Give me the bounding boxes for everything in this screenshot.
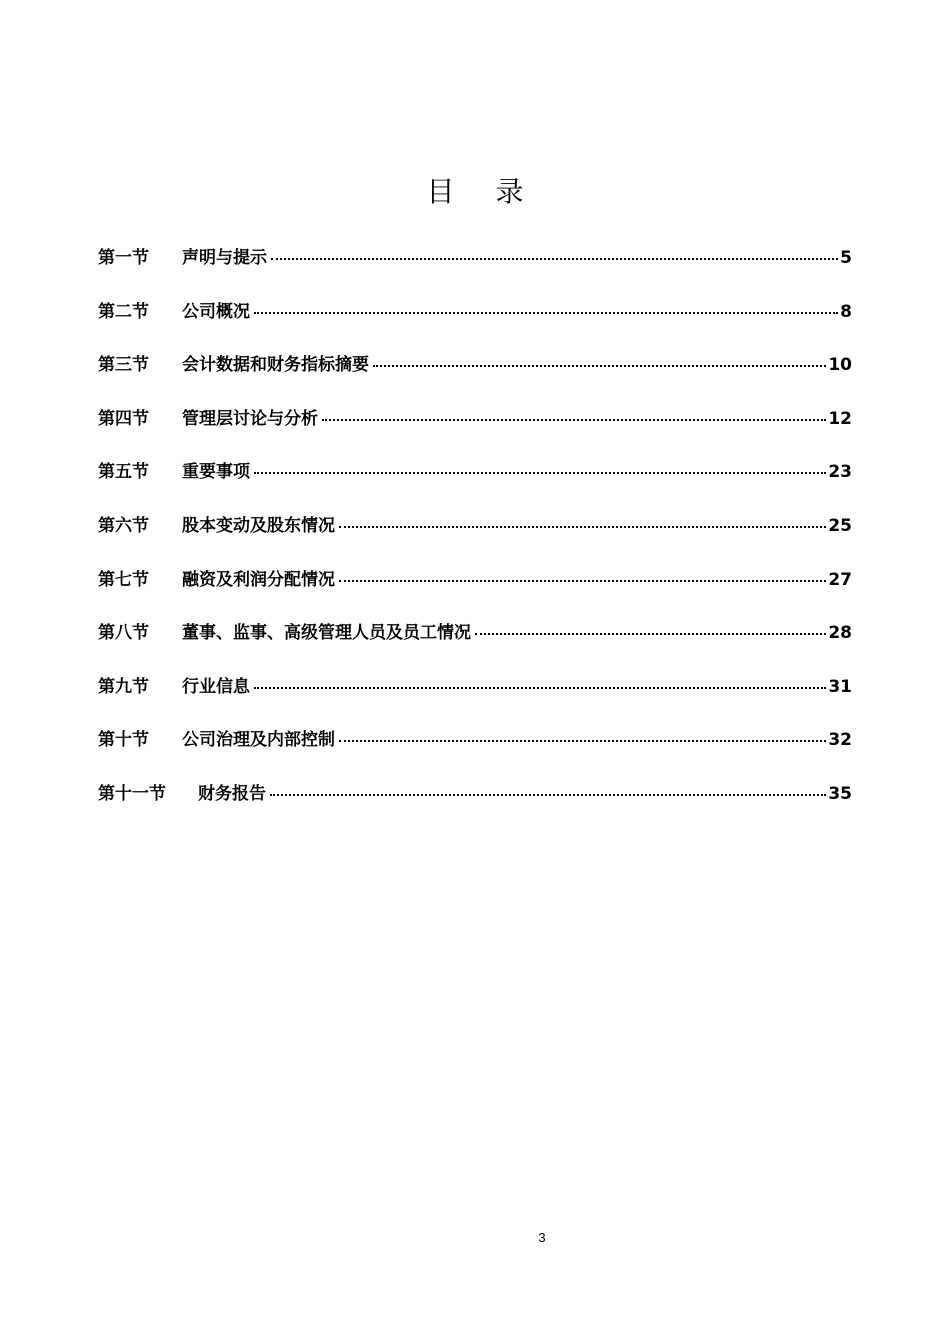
toc-entry[interactable]: [98, 457, 852, 511]
toc-section-label: 第一节: [98, 248, 149, 268]
toc-entry[interactable]: [98, 404, 852, 458]
toc-section-name: 声明与提示: [182, 248, 267, 268]
toc-leader-dots: [254, 312, 838, 314]
toc-page-number: 10: [828, 355, 852, 376]
toc-leader-dots: [339, 526, 826, 528]
toc-section-name: 融资及利润分配情况: [182, 569, 335, 590]
toc-section-name: 会计数据和财务指标摘要: [182, 355, 369, 376]
toc-section-label: 第十一节: [98, 783, 166, 804]
toc-section-label: 第七节: [98, 569, 149, 590]
toc-section-label: 第二节: [98, 301, 149, 322]
toc-leader-dots: [271, 258, 838, 260]
toc-entry[interactable]: [98, 511, 852, 565]
toc-section-label: 第九节: [98, 676, 149, 697]
toc-leader-dots: [270, 794, 826, 796]
toc-section-name: 财务报告: [198, 783, 266, 804]
toc-entry[interactable]: [98, 779, 852, 833]
toc-entry[interactable]: [98, 618, 852, 672]
toc-section-name: 重要事项: [182, 462, 250, 483]
toc-section-label: 第三节: [98, 355, 149, 376]
toc-section-name: 公司概况: [182, 301, 250, 322]
toc-page-number: 28: [828, 623, 852, 644]
toc-entry[interactable]: [98, 672, 852, 726]
toc-entry[interactable]: [98, 565, 852, 619]
page-title: 目 录: [426, 175, 540, 208]
toc-leader-dots: [475, 633, 826, 635]
toc-section-label: 第十节: [98, 730, 149, 751]
toc-section-name: 董事、监事、高级管理人员及员工情况: [182, 623, 471, 644]
toc-entry[interactable]: [98, 297, 852, 351]
page-number: 3: [538, 1230, 546, 1245]
toc-leader-dots: [339, 740, 826, 742]
table-of-contents: [98, 243, 852, 833]
toc-leader-dots: [254, 472, 826, 474]
toc-section-name: 公司治理及内部控制: [182, 730, 335, 751]
toc-page-number: 35: [828, 783, 852, 804]
toc-section-label: 第六节: [98, 515, 149, 536]
toc-section-name: 行业信息: [182, 676, 250, 697]
toc-page-number: 31: [828, 676, 852, 697]
toc-page-number: 12: [828, 408, 852, 429]
toc-page-number: 23: [828, 462, 852, 483]
toc-page-number: 32: [828, 730, 852, 751]
toc-page-number: 8: [840, 301, 852, 322]
toc-section-label: 第八节: [98, 623, 149, 644]
toc-leader-dots: [339, 580, 826, 582]
toc-page-number: 25: [828, 515, 852, 536]
toc-section-label: 第五节: [98, 462, 149, 483]
toc-page-number: 5: [840, 248, 852, 268]
toc-leader-dots: [322, 419, 826, 421]
toc-entry[interactable]: [98, 243, 852, 297]
toc-section-name: 股本变动及股东情况: [182, 515, 335, 536]
toc-leader-dots: [373, 365, 826, 367]
toc-section-name: 管理层讨论与分析: [182, 408, 318, 429]
toc-entry[interactable]: [98, 350, 852, 404]
toc-leader-dots: [254, 687, 826, 689]
toc-page-number: 27: [828, 569, 852, 590]
toc-section-label: 第四节: [98, 408, 149, 429]
toc-entry[interactable]: [98, 725, 852, 779]
